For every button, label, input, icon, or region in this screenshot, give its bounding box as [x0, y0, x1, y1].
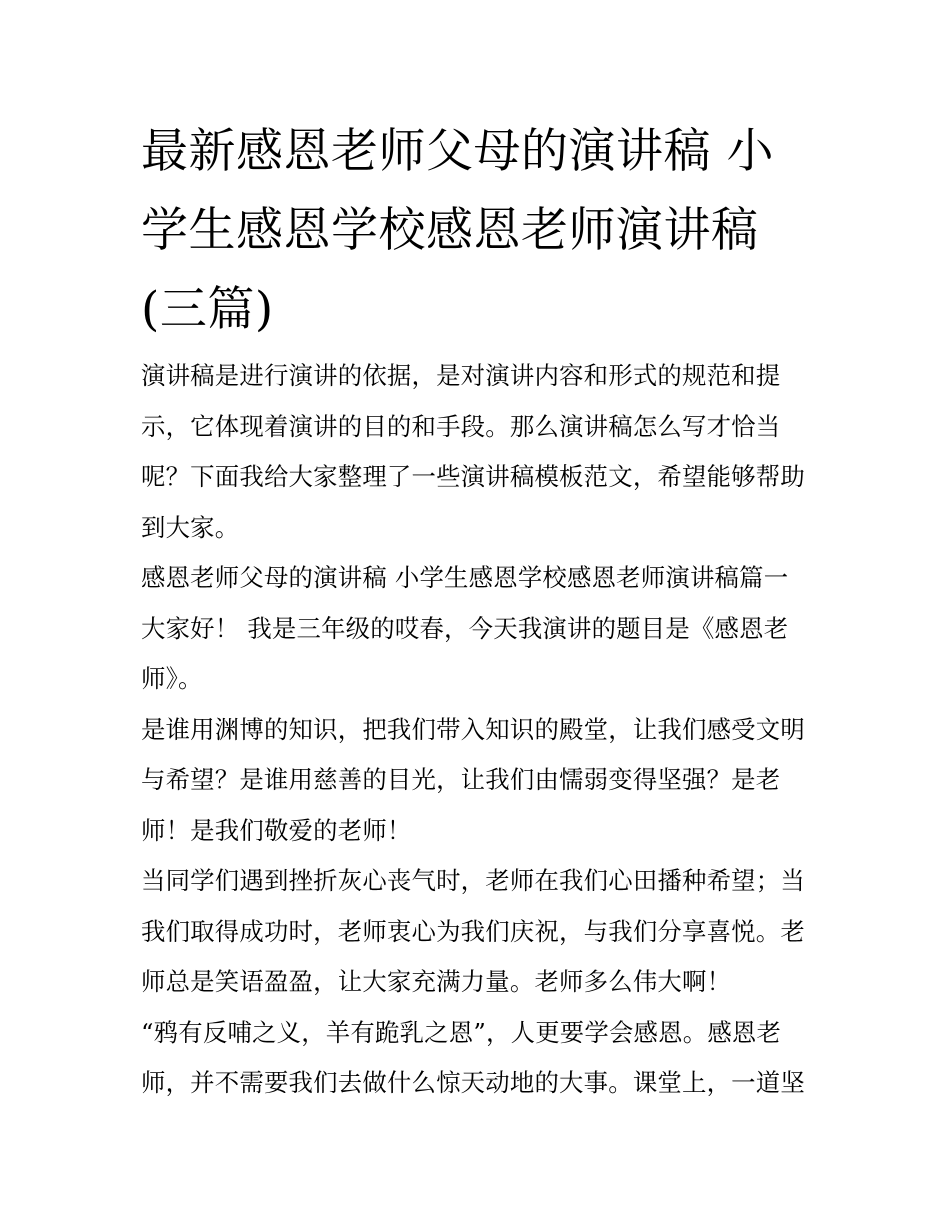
intro-paragraph: 演讲稿是进行演讲的依据，是对演讲内容和形式的规范和提示，它体现着演讲的目的和手段。那么演讲稿怎么写才恰当呢？下面我给大家整理了一些演讲稿模板范文，希望能够帮助到大家。	[141, 361, 805, 542]
body-paragraph: 是谁用渊博的知识，把我们带入知识的殿堂，让我们感受文明与希望？是谁用慈善的目光，让我们由懦弱变得坚强？是老师！是我们敬爱的老师！	[141, 714, 805, 845]
body-paragraph: 当同学们遇到挫折灰心丧气时，老师在我们心田播种希望；当我们取得成功时，老师衷心为我们庆祝，与我们分享喜悦。老师总是笑语盈盈，让大家充满力量。老师多么伟大啊！	[141, 866, 805, 996]
body-paragraph: “鸦有反哺之义，羊有跪乳之恩”，人更要学会感恩。感恩老师，并不需要我们去做什么惊天动地的大事。课堂上，一道坚	[141, 1017, 805, 1097]
greeting-paragraph: 大家好！ 我是三年级的哎春，今天我演讲的题目是《感恩老师》。	[141, 613, 789, 693]
document-page	[141, 112, 813, 1109]
section-heading: 感恩老师父母的演讲稿 小学生感恩学校感恩老师演讲稿篇一	[141, 563, 789, 592]
document-title: 最新感恩老师父母的演讲稿 小学生感恩学校感恩老师演讲稿(三篇)	[141, 124, 774, 337]
